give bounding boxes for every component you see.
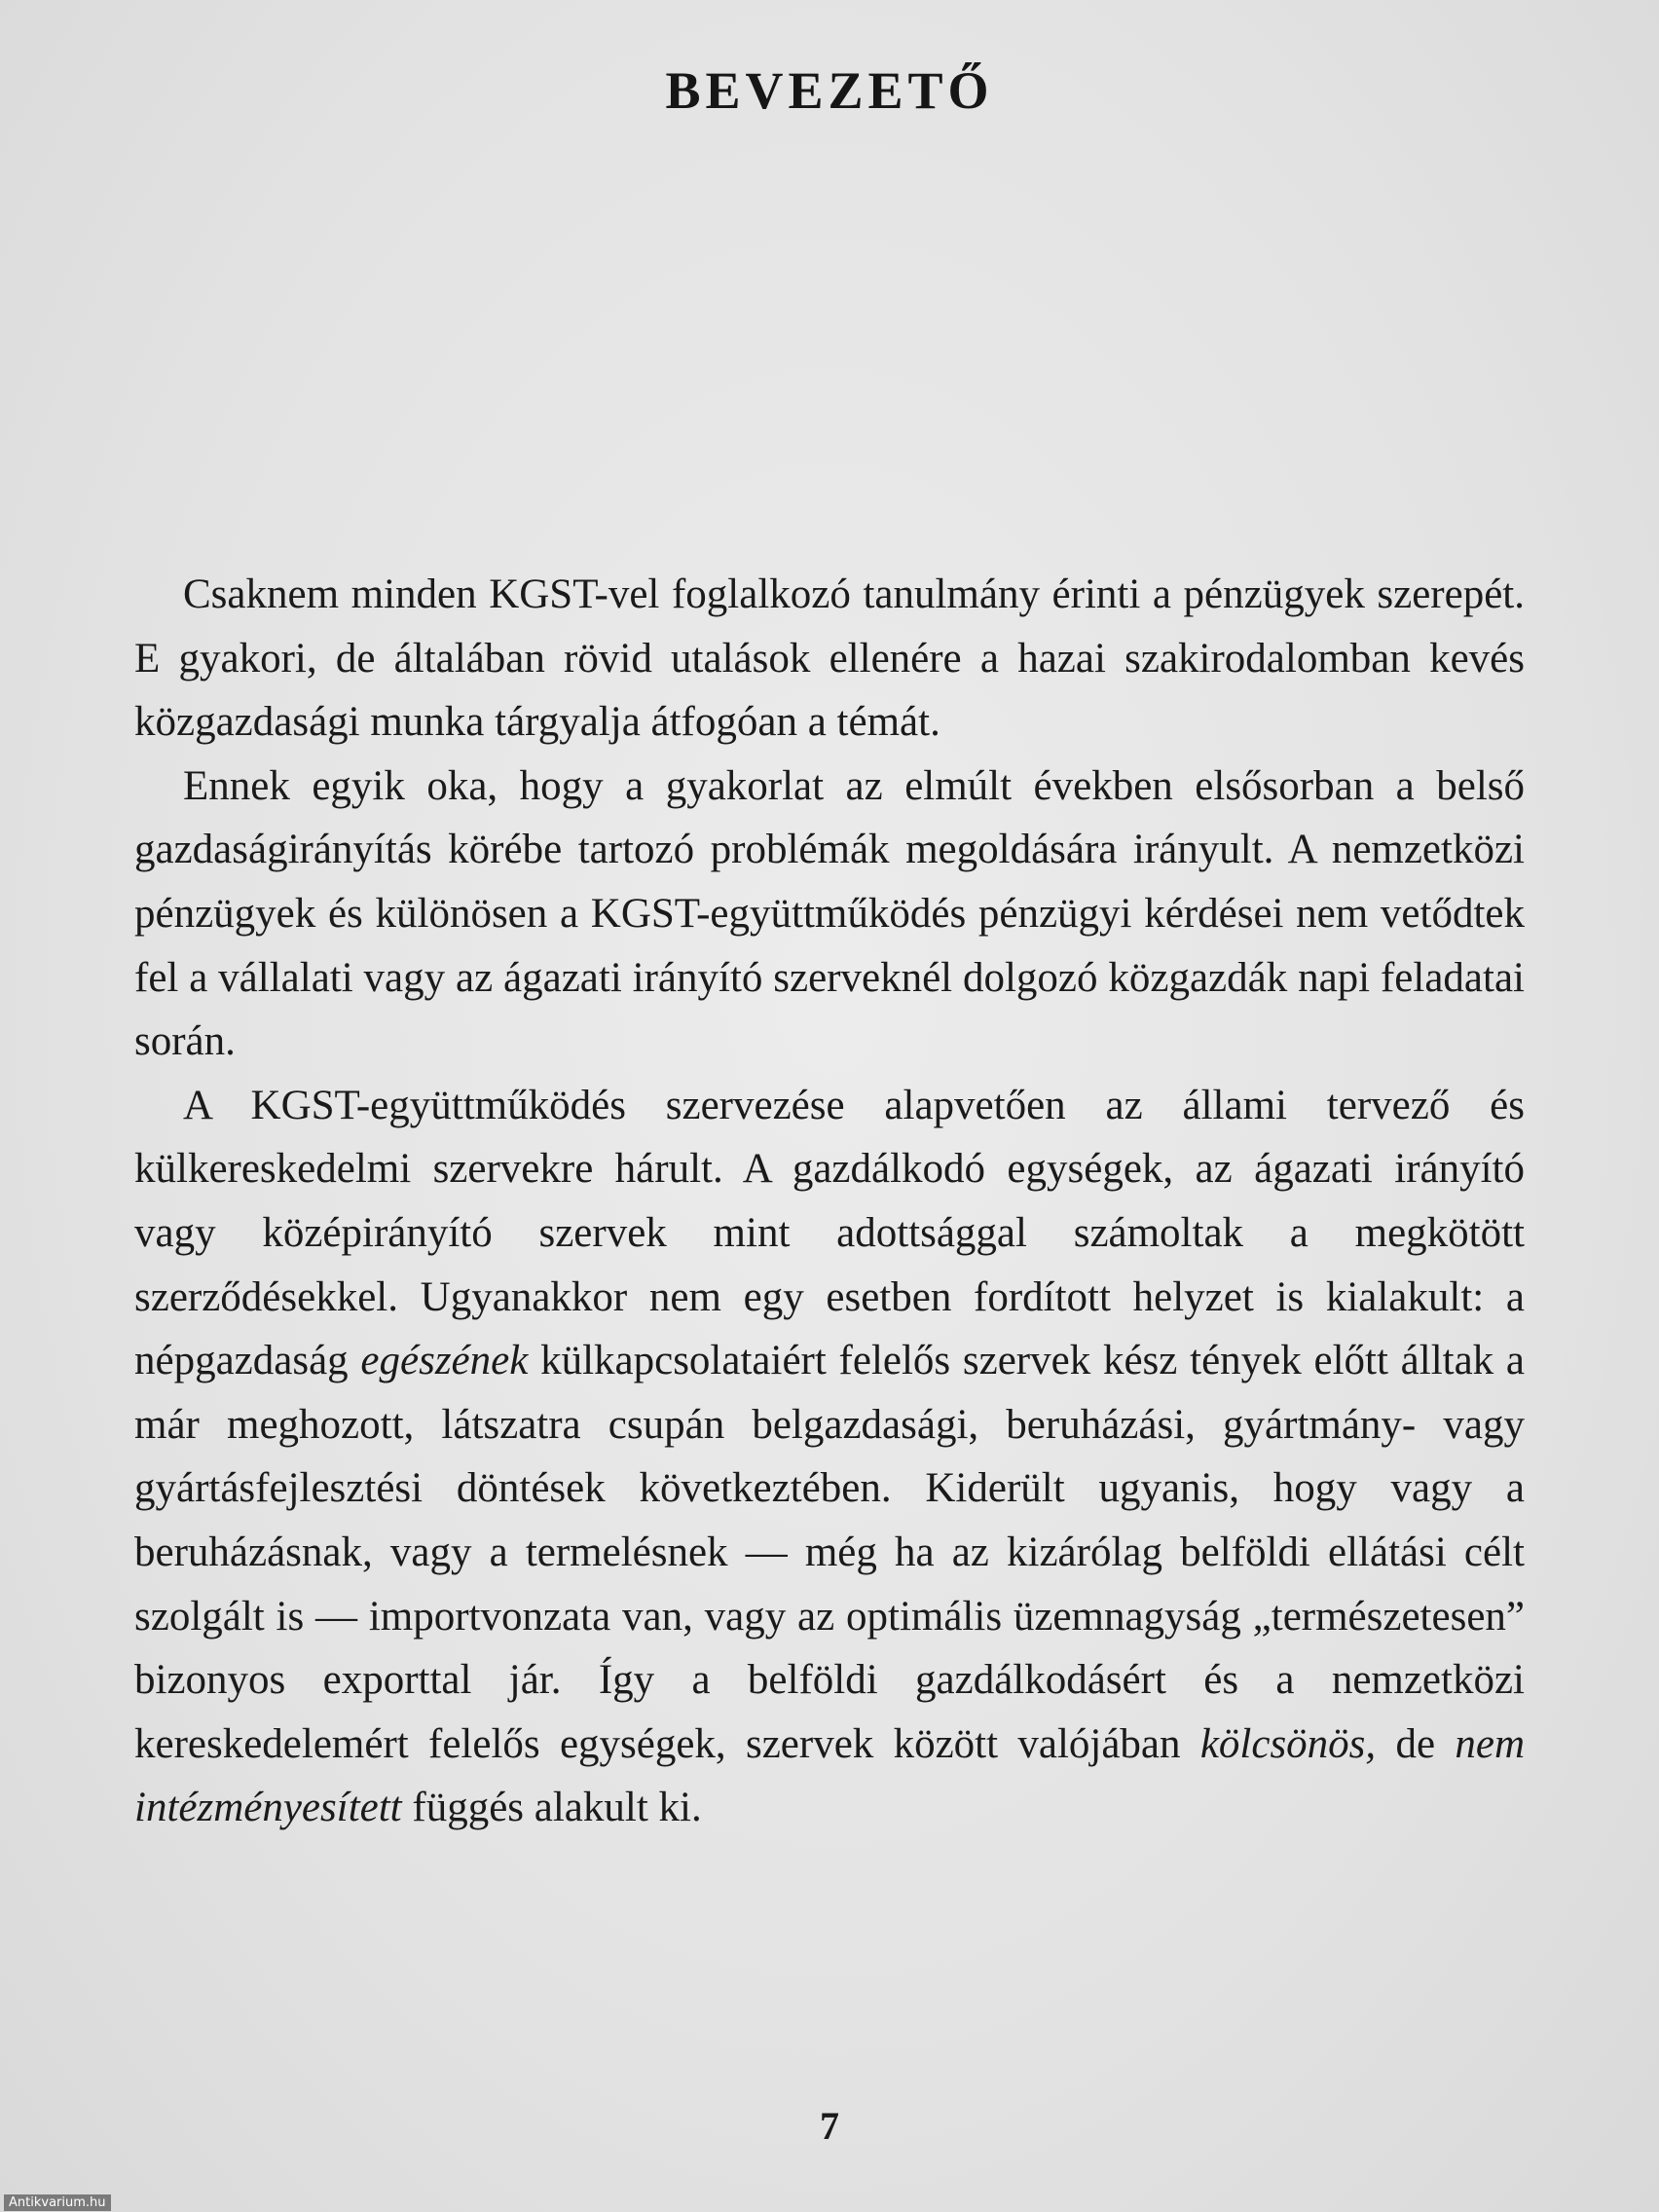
chapter-heading: BEVEZETŐ bbox=[665, 61, 994, 120]
page-number: 7 bbox=[820, 2104, 839, 2148]
watermark-label: Antikvarium.hu bbox=[4, 2194, 111, 2211]
paragraph-text: Ennek egyik oka, hogy a gyakorlat az elmúlt években elsősorban a belső gazdaságirányítás körébe tartozó problémák megoldására irányult. A nemzetközi pénzügyek és különösen a KGST-együttműködés pénzügyi kérdései nem vetődtek fel a vállalati vagy az ágazati irányító szerveknél dolgozó közgazdák napi feladatai során. bbox=[134, 762, 1525, 1065]
paragraph-3 bbox=[134, 1074, 1525, 1840]
emphasis-text: nem intézményesített bbox=[134, 1720, 1525, 1831]
paragraph-2 bbox=[134, 755, 1525, 1074]
paragraph-text: függés alakult ki. bbox=[401, 1785, 702, 1831]
emphasis-text: egészének bbox=[360, 1338, 529, 1384]
emphasis-text: kölcsönös, bbox=[1199, 1720, 1377, 1767]
paragraph-text: A KGST-együttműködés szervezése alapvetően az állami tervező és külkereskedelmi szervekre hárult. A gazdálkodó egységek, az ágazati irányító vagy középirányító szervek mint adottsággal számoltak a megkötött szerződésekkel. Ugyanakkor nem egy esetben fordított helyzet is kialakult: a népgazdaság bbox=[134, 1082, 1525, 1384]
paragraph-1 bbox=[134, 563, 1525, 755]
paragraph-text: külkapcsolataiért felelős szervek kész tények előtt álltak a már meghozott, látszatra csupán belgazdasági, beruházási, gyártmány- vagy gyártásfejlesztési döntések következtében. Kiderült ugyanis, hogy vagy a beruházásnak, vagy a termelésnek — még ha az kizárólag belföldi ellátási célt szolgált is — importvonzata van, vagy az optimális üzemnagyság „természetesen” bizonyos exporttal jár. Így a belföldi gazdálkodásért és a nemzetközi kereskedelemért felelős egységek, szervek között valójában bbox=[134, 1338, 1526, 1767]
body-text bbox=[134, 563, 1525, 1840]
paragraph-text: Csaknem minden KGST-vel foglalkozó tanulmány érinti a pénzügyek szerepét. E gyakori, de általában rövid utalások ellenére a hazai szakirodalomban kevés közgazdasági munka tárgyalja átfogóan a témát. bbox=[134, 571, 1525, 746]
paragraph-text: de bbox=[1376, 1720, 1456, 1767]
